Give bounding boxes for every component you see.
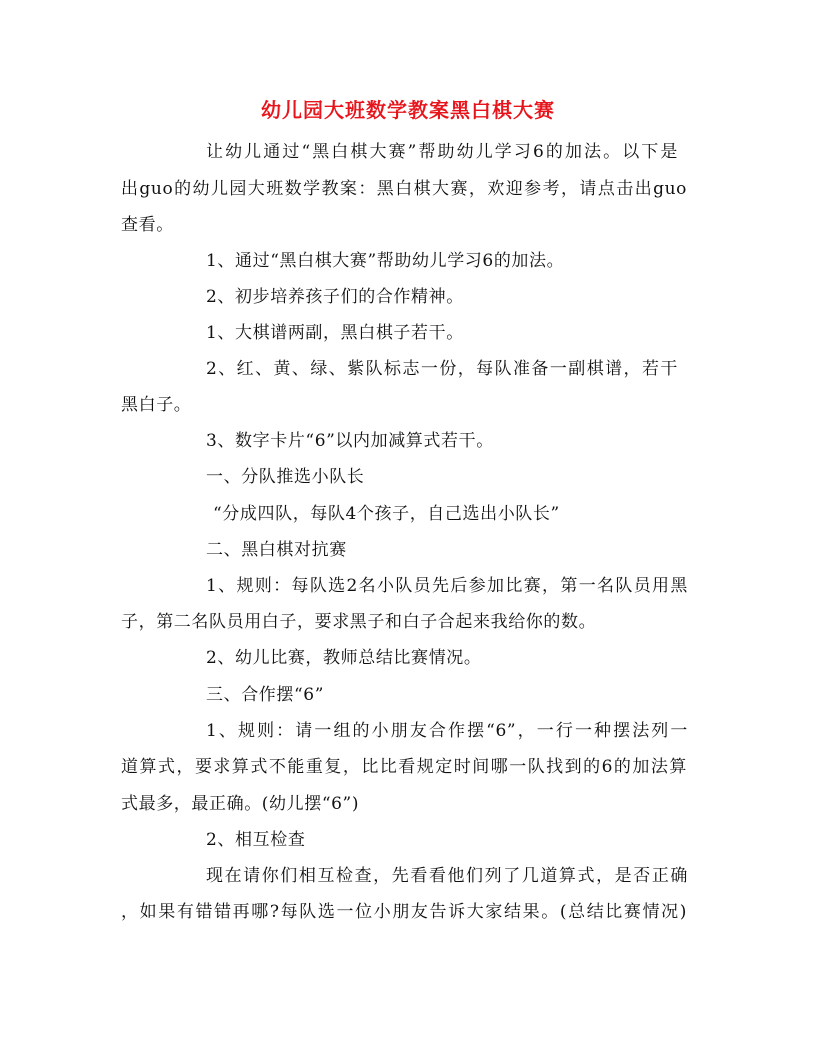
paragraph-line: 出guo的幼儿园大班数学教案：黑白棋大赛，欢迎参考，请点击出guo — [121, 179, 687, 199]
paragraph-line: 1、通过“黑白棋大赛”帮助幼儿学习6的加法。 — [206, 251, 565, 271]
paragraph-line: 子，第二名队员用白子，要求黑子和白子合起来我给你的数。 — [121, 612, 597, 632]
document-title: 幼儿园大班数学教案黑白棋大赛 — [261, 98, 555, 122]
paragraph-line: “分成四队，每队4个孩子，自己选出小队长” — [213, 504, 560, 524]
section-heading: 三、合作摆“6” — [206, 685, 324, 705]
paragraph-line: 查看。 — [121, 215, 174, 235]
paragraph-line: 3、数字卡片“6”以内加减算式若干。 — [206, 431, 494, 451]
paragraph-line: 道算式，要求算式不能重复，比比看规定时间哪一队找到的6的加法算 — [121, 757, 687, 777]
section-heading: 二、黑白棋对抗赛 — [206, 540, 347, 560]
paragraph-line: 式最多，最正确。(幼儿摆“6”) — [121, 794, 360, 814]
paragraph-line: 1、规则：请一组的小朋友合作摆“6”，一行一种摆法列一 — [206, 721, 688, 741]
paragraph-line: 现在请你们相互检查，先看看他们列了几道算式，是否正确 — [206, 866, 688, 886]
section-heading: 一、分队推选小队长 — [206, 467, 365, 487]
paragraph-line: 2、幼儿比赛，教师总结比赛情况。 — [206, 648, 482, 668]
paragraph-line: 2、红、黄、绿、紫队标志一份，每队准备一副棋谱，若干 — [206, 359, 678, 379]
paragraph-line: 黑白子。 — [121, 395, 192, 415]
paragraph-line: 让幼儿通过“黑白棋大赛”帮助幼儿学习6的加法。以下是 — [206, 142, 678, 162]
paragraph-line: 2、初步培养孩子们的合作精神。 — [206, 287, 464, 307]
paragraph-line: 1、规则：每队选2名小队员先后参加比赛，第一名队员用黑 — [206, 576, 688, 596]
section-heading: 2、相互检查 — [206, 830, 306, 850]
paragraph-line: 1、大棋谱两副，黑白棋子若干。 — [206, 323, 464, 343]
paragraph-line: ，如果有错错再哪?每队选一位小朋友告诉大家结果。(总结比赛情况) — [121, 902, 687, 922]
